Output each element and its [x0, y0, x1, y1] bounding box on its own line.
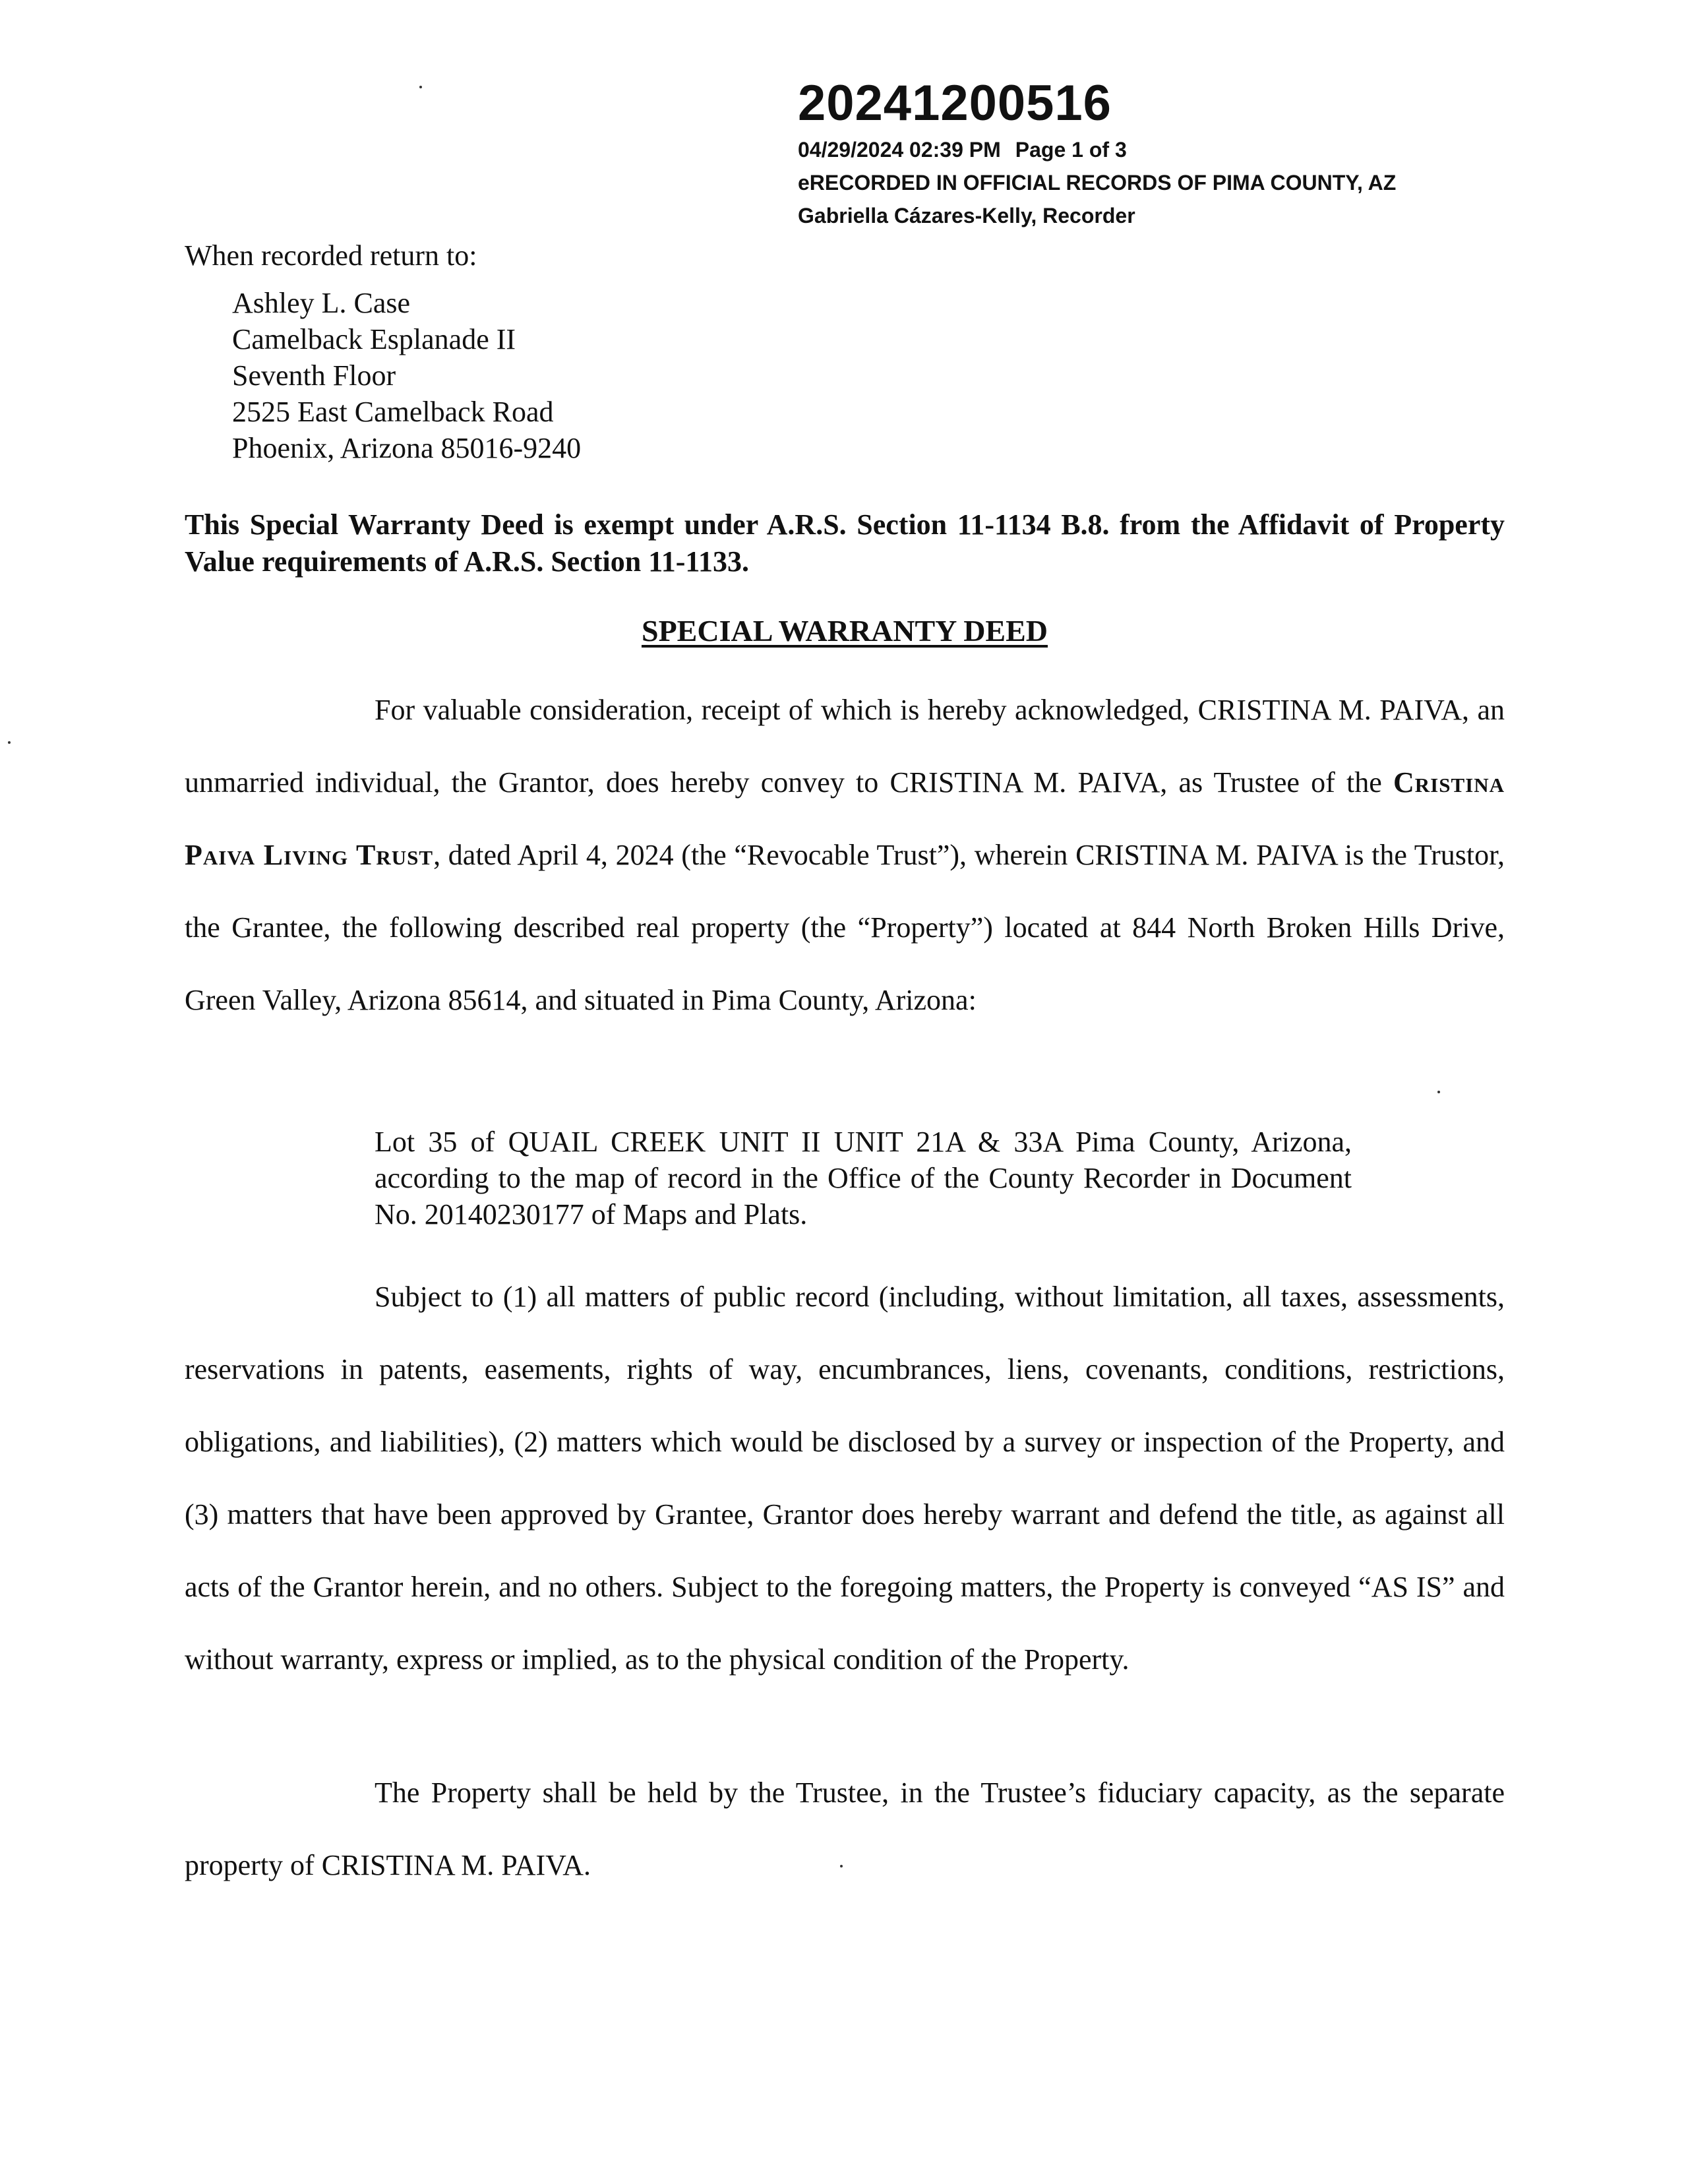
address-line: Camelback Esplanade II: [232, 323, 516, 355]
return-to-label: When recorded return to:: [185, 239, 477, 272]
recording-date-line: [798, 133, 1622, 166]
scan-speck: [8, 741, 11, 744]
address-line: Phoenix, Arizona 85016-9240: [232, 432, 582, 464]
scan-speck: [840, 1865, 843, 1867]
deed-title: SPECIAL WARRANTY DEED: [641, 614, 1048, 648]
recorded-in: eRECORDED IN OFFICIAL RECORDS OF PIMA COUNTY, AZ: [798, 171, 1397, 195]
conveyance-paragraph: [185, 674, 1505, 1037]
address-line: Ashley L. Case: [232, 287, 411, 319]
trust-name: Cristina Paiva Living Trust: [185, 766, 1505, 871]
legal-description: Lot 35 of QUAIL CREEK UNIT II UNIT 21A & 33A Pima County, Arizona, according to the map of record in the Office of the County Recorder in Document No. 20140230177 of Maps and Plats.: [375, 1126, 1352, 1230]
recorder-name: Gabriella Cázares-Kelly, Recorder: [798, 204, 1135, 228]
conveyance-text-start: For valuable consideration, receipt of which is hereby acknowledged, CRISTINA M. PAIVA, an unmarried individual, the Grantor, does hereby convey to CRISTINA M. PAIVA, as Trustee of the: [185, 694, 1505, 799]
exemption-notice: This Special Warranty Deed is exempt under A.R.S. Section 11-1134 B.8. from the Affidavit of Property Value requirements of A.R.S. Section 11-1133.: [185, 508, 1505, 578]
scan-speck: [1437, 1091, 1440, 1093]
return-to-block: [185, 237, 581, 466]
recording-stamp: [798, 74, 1622, 232]
recording-datetime: 04/29/2024 02:39 PM: [798, 138, 1001, 162]
address-line: Seventh Floor: [232, 359, 396, 392]
address-line: 2525 East Camelback Road: [232, 396, 554, 428]
subject-to-paragraph: Subject to (1) all matters of public record (including, without limitation, all taxes, assessments, reservations in patents, easements, rights of way, encumbrances, liens, covenants, conditions, restrictions, obligations, and liabilities), (2) matters which would be disclosed by a survey or inspection of the Property, and (3) matters that have been approved by Grantee, Grantor does hereby warrant and defend the title, as against all acts of the Grantor herein, and no others. Subject to the foregoing matters, the Property is conveyed “AS IS” and without warranty, express or implied, as to the physical condition of the Property.: [185, 1281, 1505, 1676]
conveyance-text-end: , dated April 4, 2024 (the “Revocable Trust”), wherein CRISTINA M. PAIVA is the Trustor, the Grantee, the following described real property (the “Property”) located at 844 North Broken Hills Drive, Green Valley, Arizona 85614, and situated in Pima County, Arizona:: [185, 839, 1505, 1016]
trustee-paragraph: The Property shall be held by the Trustee, in the Trustee’s fiduciary capacity, as the separate property of CRISTINA M. PAIVA.: [185, 1776, 1505, 1881]
return-address: [185, 285, 581, 466]
scan-speck: [419, 86, 422, 88]
page-info: Page 1 of 3: [1015, 138, 1127, 162]
document-number: 20241200516: [798, 75, 1112, 131]
